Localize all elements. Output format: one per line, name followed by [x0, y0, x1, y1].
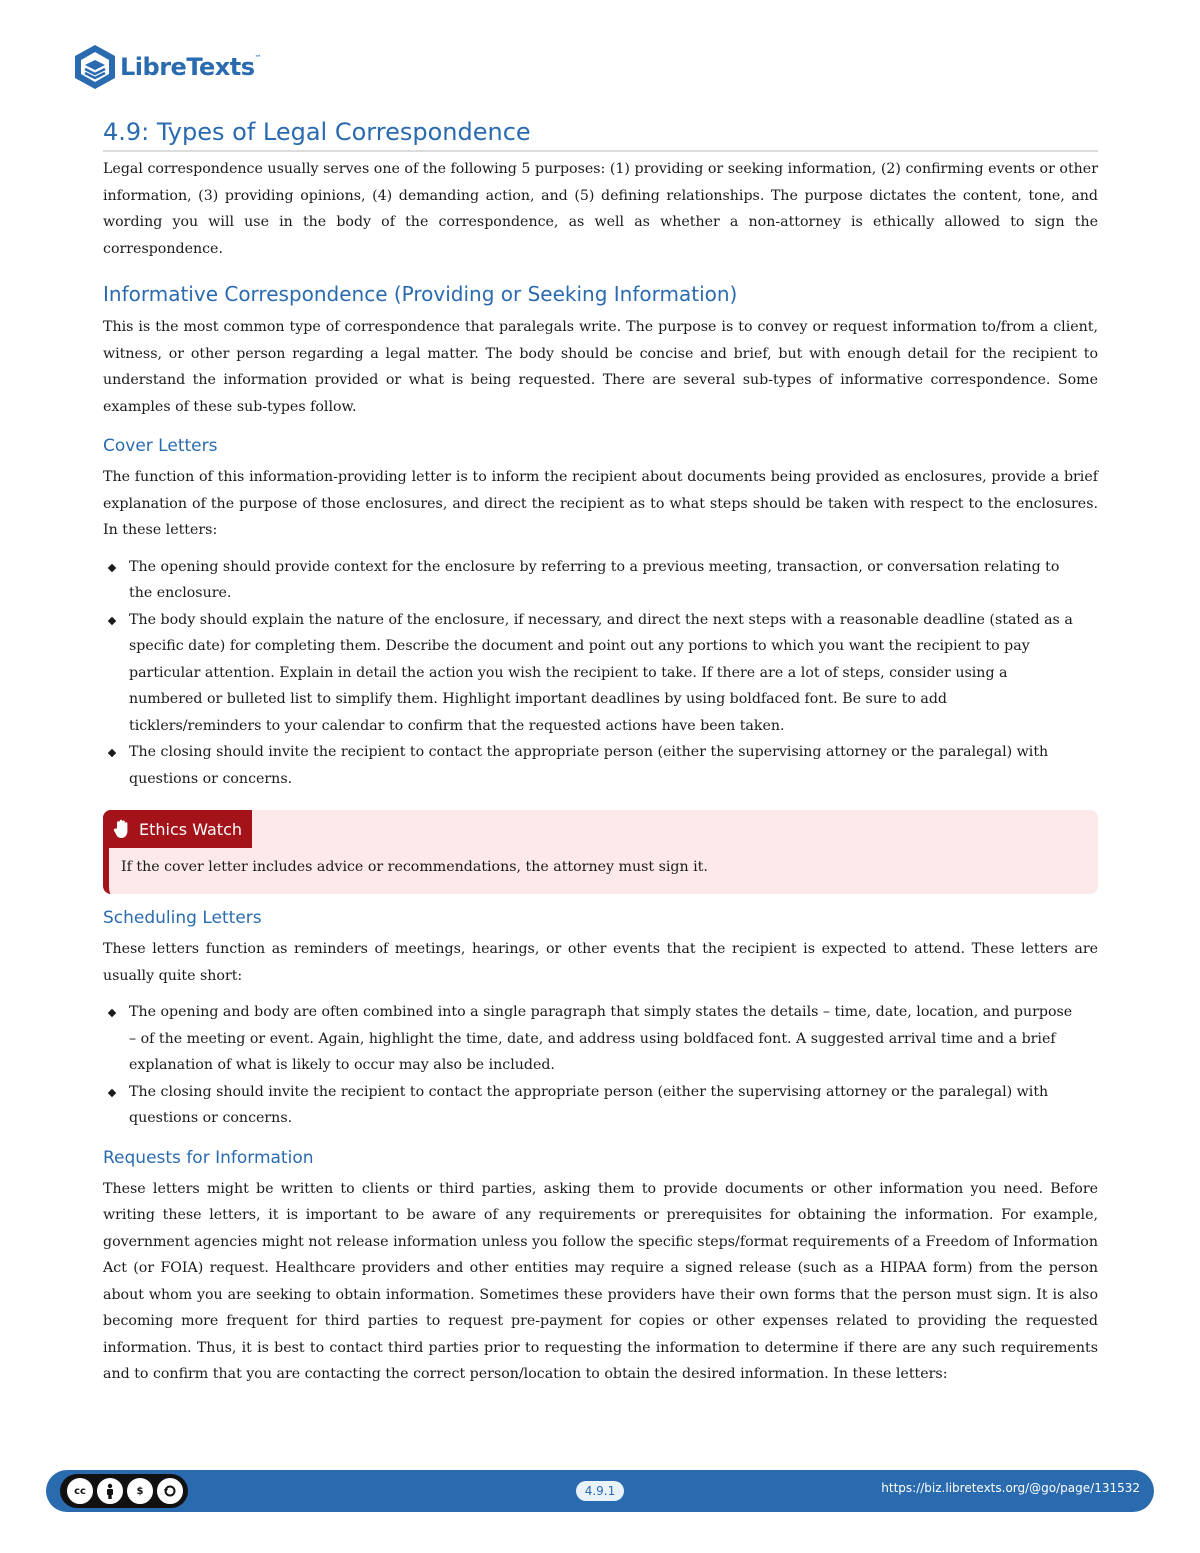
nc-icon: $ [124, 1475, 156, 1507]
sa-icon [154, 1475, 186, 1507]
bullet-icon [108, 563, 116, 571]
cc-icon: cc [64, 1475, 96, 1507]
ethics-watch-callout [103, 810, 1098, 894]
cover-letters-list [103, 554, 1098, 793]
section-heading-informative: Informative Correspondence (Providing or Seeking Information) [103, 282, 738, 306]
list-item-text: The body should explain the nature of the enclosure, if necessary, and direct the next steps with a reasonable deadline (stated as a specific date) for completing them. Describe the document and point out any portions to which you want the recipient to pay particular attention. Explain in detail the action you wish the recipient to take. If there are a lot of steps, consider using a numbered or bulleted list to simplify them. Highlight important deadlines by using boldfaced font. Be sure to add ticklers/reminders to your calendar to confirm that the requested actions have been taken. [129, 611, 1073, 734]
requests-paragraph: These letters might be written to clients or third parties, asking them to provide documents or other information you need. Before writing these letters, it is important to be aware of any requirements or prerequisites for obtaining the information. For example, government agencies might not release information unless you follow the specific steps/format requirements of a Freedom of Information Act (or FOIA) request. Healthcare providers and other entities may require a signed release (such as a HIPAA form) from the person about whom you are seeking to obtain information. Sometimes these providers have their own forms that the person must sign. It is also becoming more frequent for third parties to request pre-payment for copies or other expenses related to providing the requested information. Thus, it is best to contact third parties prior to requesting the information to determine if there are any such requirements and to confirm that you are contacting the correct person/location to obtain the desired information. In these letters: [103, 1180, 1098, 1382]
scheduling-list [103, 999, 1098, 1132]
informative-paragraph: This is the most common type of correspondence that paralegals write. The purpose is to convey or request information to/from a client, witness, or other person regarding a legal matter. The body should be concise and brief, but with enough detail for the recipient to understand the information provided or what is being requested. There are several sub-types of informative correspondence. Some examples of these sub-types follow. [103, 319, 1098, 415]
page-title: 4.9: Types of Legal Correspondence [103, 118, 1098, 152]
ethics-watch-label [103, 810, 252, 848]
bullet-icon [108, 1088, 116, 1096]
list-item-text: The opening should provide context for the enclosure by referring to a previous meeting, transaction, or conversation relating to the enclosure. [129, 558, 1060, 601]
libretexts-logo-icon [72, 43, 118, 91]
cover-letters-paragraph: The function of this information-providing letter is to inform the recipient about documents being provided as enclosures, provide a brief explanation of the purpose of those enclosures, and direct the recipient as to what steps should be taken with respect to the enclosures. In these letters: [103, 469, 1098, 538]
page-footer [46, 1470, 1154, 1512]
bullet-icon [108, 1009, 116, 1017]
subheading-requests-for-information: Requests for Information [103, 1147, 314, 1168]
page-content [103, 118, 1098, 1388]
list-item-text: The closing should invite the recipient to contact the appropriate person (either the supervising attorney or the paralegal) with questions or concerns. [129, 1083, 1049, 1126]
page-url-link[interactable]: https://biz.libretexts.org/@go/page/131532 [881, 1481, 1140, 1495]
libretexts-logo[interactable] [72, 42, 262, 92]
list-item [103, 739, 1098, 792]
bullet-icon [108, 749, 116, 757]
brand-name: LibreTexts [120, 53, 255, 81]
list-item-text: The closing should invite the recipient to contact the appropriate person (either the supervising attorney or the paralegal) with questions or concerns. [129, 744, 1049, 787]
subheading-cover-letters: Cover Letters [103, 436, 218, 456]
intro-paragraph: Legal correspondence usually serves one of the following 5 purposes: (1) providing or seeking information, (2) confirming events or other information, (3) providing opinions, (4) demanding action, and (5) defining relationships. The purpose dictates the content, tone, and wording you will use in the body of the correspondence, as well as whether a non-attorney is ethically allowed to sign the correspondence. [103, 161, 1098, 257]
scheduling-paragraph: These letters function as reminders of meetings, hearings, or other events that the recipient is expected to attend. These letters are usually quite short: [103, 941, 1098, 984]
by-icon [94, 1475, 126, 1507]
list-item [103, 1079, 1098, 1132]
subheading-scheduling-letters: Scheduling Letters [103, 908, 262, 928]
page-number: 4.9.1 [576, 1481, 624, 1501]
brand-tm: ™ [254, 54, 262, 62]
ethics-watch-title: Ethics Watch [139, 819, 242, 839]
cc-license-badge[interactable] [60, 1474, 188, 1508]
hand-stop-icon [113, 819, 131, 839]
ethics-watch-text: If the cover letter includes advice or recommendations, the attorney must sign it. [121, 859, 708, 875]
list-item-text: The opening and body are often combined into a single paragraph that simply states the details – time, date, location, and purpose – of the meeting or event. Again, highlight the time, date, and address using boldfaced font. A suggested arrival time and a brief explanation of what is likely to occur may also be included. [129, 1004, 1073, 1073]
list-item [103, 999, 1098, 1079]
list-item [103, 607, 1098, 740]
bullet-icon [108, 616, 116, 624]
list-item [103, 554, 1098, 607]
